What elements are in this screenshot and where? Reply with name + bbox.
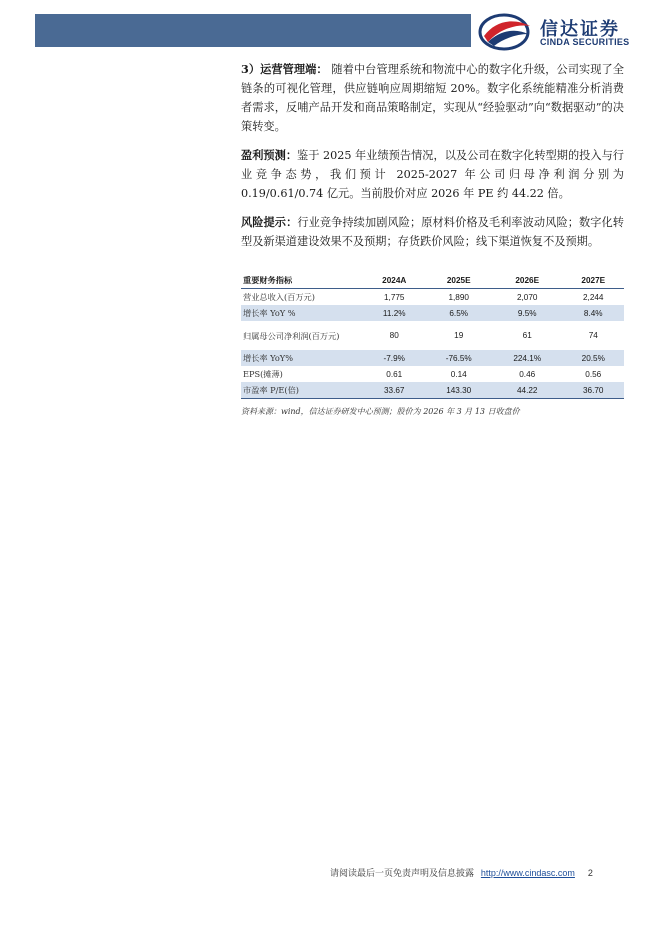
table-row bbox=[241, 382, 624, 399]
paragraph-operations bbox=[241, 60, 624, 136]
header-bar bbox=[35, 14, 471, 47]
website-link[interactable]: http://www.cindasc.com bbox=[480, 868, 575, 878]
table-cell: 11.2% bbox=[363, 305, 425, 321]
paragraph-text: 鉴于 2025 年业绩预告情况，以及公司在数字化转型期的投入与行业竞争态势，我们预计 2025-2027 年公司归母净利润分别为 0.19/0.61/0.74 亿元。当前股价对应 2026 年 PE 约 44.22 倍。 bbox=[241, 149, 624, 200]
paragraph-earnings-forecast bbox=[241, 146, 624, 203]
table-cell: 20.5% bbox=[563, 350, 625, 366]
paragraph-risk-warning bbox=[241, 213, 624, 251]
column-header: 2025E bbox=[425, 272, 491, 289]
column-header: 2027E bbox=[563, 272, 625, 289]
table-cell: 33.67 bbox=[363, 382, 425, 399]
row-label: 市盈率 P/E(倍) bbox=[241, 382, 363, 399]
column-header: 2024A bbox=[363, 272, 425, 289]
disclaimer-text: 请阅读最后一页免责声明及信息披露 bbox=[330, 869, 475, 879]
report-body bbox=[241, 60, 624, 261]
table-cell: 0.46 bbox=[519, 369, 536, 379]
paragraph-lead: 盈利预测： bbox=[241, 148, 298, 162]
table-row bbox=[241, 289, 624, 306]
brand-name-cn: 信达证券 bbox=[540, 19, 620, 40]
row-label: 归属母公司净利润(百万元) bbox=[243, 330, 340, 341]
brand-logo bbox=[478, 12, 638, 52]
table-cell: 80 bbox=[389, 331, 399, 340]
table-cell: 19 bbox=[454, 331, 464, 340]
row-label: 增长率 YoY % bbox=[241, 305, 363, 321]
page-number: 2 bbox=[587, 868, 593, 878]
table-cell: 1,890 bbox=[448, 292, 469, 302]
source-note: 资料来源：wind，信达证券研发中心预测；股价为 2026 年 3 月 13 日收盘价 bbox=[241, 407, 520, 416]
column-header: 2026E bbox=[492, 272, 563, 289]
table-cell: 2,244 bbox=[583, 292, 604, 302]
table-row bbox=[241, 366, 624, 382]
brand-name-en: CINDA SECURITIES bbox=[540, 37, 630, 47]
paragraph-lead: 风险提示： bbox=[241, 215, 298, 229]
table-cell: 0.14 bbox=[450, 369, 467, 379]
cinda-logo-icon bbox=[478, 12, 534, 52]
table-cell: 143.30 bbox=[425, 382, 491, 399]
table-cell: 6.5% bbox=[425, 305, 491, 321]
table-cell: 8.4% bbox=[563, 305, 625, 321]
row-label: 增长率 YoY% bbox=[241, 350, 363, 366]
table-row bbox=[241, 321, 624, 350]
table-cell: 224.1% bbox=[492, 350, 563, 366]
table-header-row bbox=[241, 272, 624, 289]
table-title: 重要财务指标 bbox=[241, 272, 363, 289]
table-row bbox=[241, 350, 624, 366]
table-cell: 0.56 bbox=[585, 369, 602, 379]
table-cell: 0.61 bbox=[386, 369, 403, 379]
table-cell: 1,775 bbox=[383, 292, 405, 302]
financial-metrics-table bbox=[241, 272, 624, 399]
table-cell: 9.5% bbox=[492, 305, 563, 321]
row-label: EPS(摊薄) bbox=[243, 369, 283, 379]
row-label: 营业总收入(百万元) bbox=[243, 292, 315, 302]
page-footer bbox=[330, 866, 593, 879]
table-cell: 44.22 bbox=[492, 382, 563, 399]
table-row bbox=[241, 305, 624, 321]
table-cell: 74 bbox=[588, 331, 598, 340]
paragraph-text: 行业竞争持续加剧风险；原材料价格及毛利率波动风险；数字化转型及新渠道建设效果不及预期；存货跌价风险；线下渠道恢复不及预期。 bbox=[241, 216, 624, 248]
table-cell: -76.5% bbox=[425, 350, 491, 366]
table-cell: -7.9% bbox=[363, 350, 425, 366]
table-cell: 2,070 bbox=[516, 292, 538, 302]
table-cell: 61 bbox=[522, 331, 532, 340]
table-cell: 36.70 bbox=[563, 382, 625, 399]
paragraph-text: 随着中台管理系统和物流中心的数字化升级，公司实现了全链条的可视化管理，供应链响应周期缩短 20%。数字化系统能精准分析消费者需求，反哺产品开发和商品策略制定，实现从“经验驱动”向“数据驱动”的决策转变。 bbox=[241, 63, 624, 133]
paragraph-lead: 3）运营管理端： bbox=[241, 62, 328, 76]
